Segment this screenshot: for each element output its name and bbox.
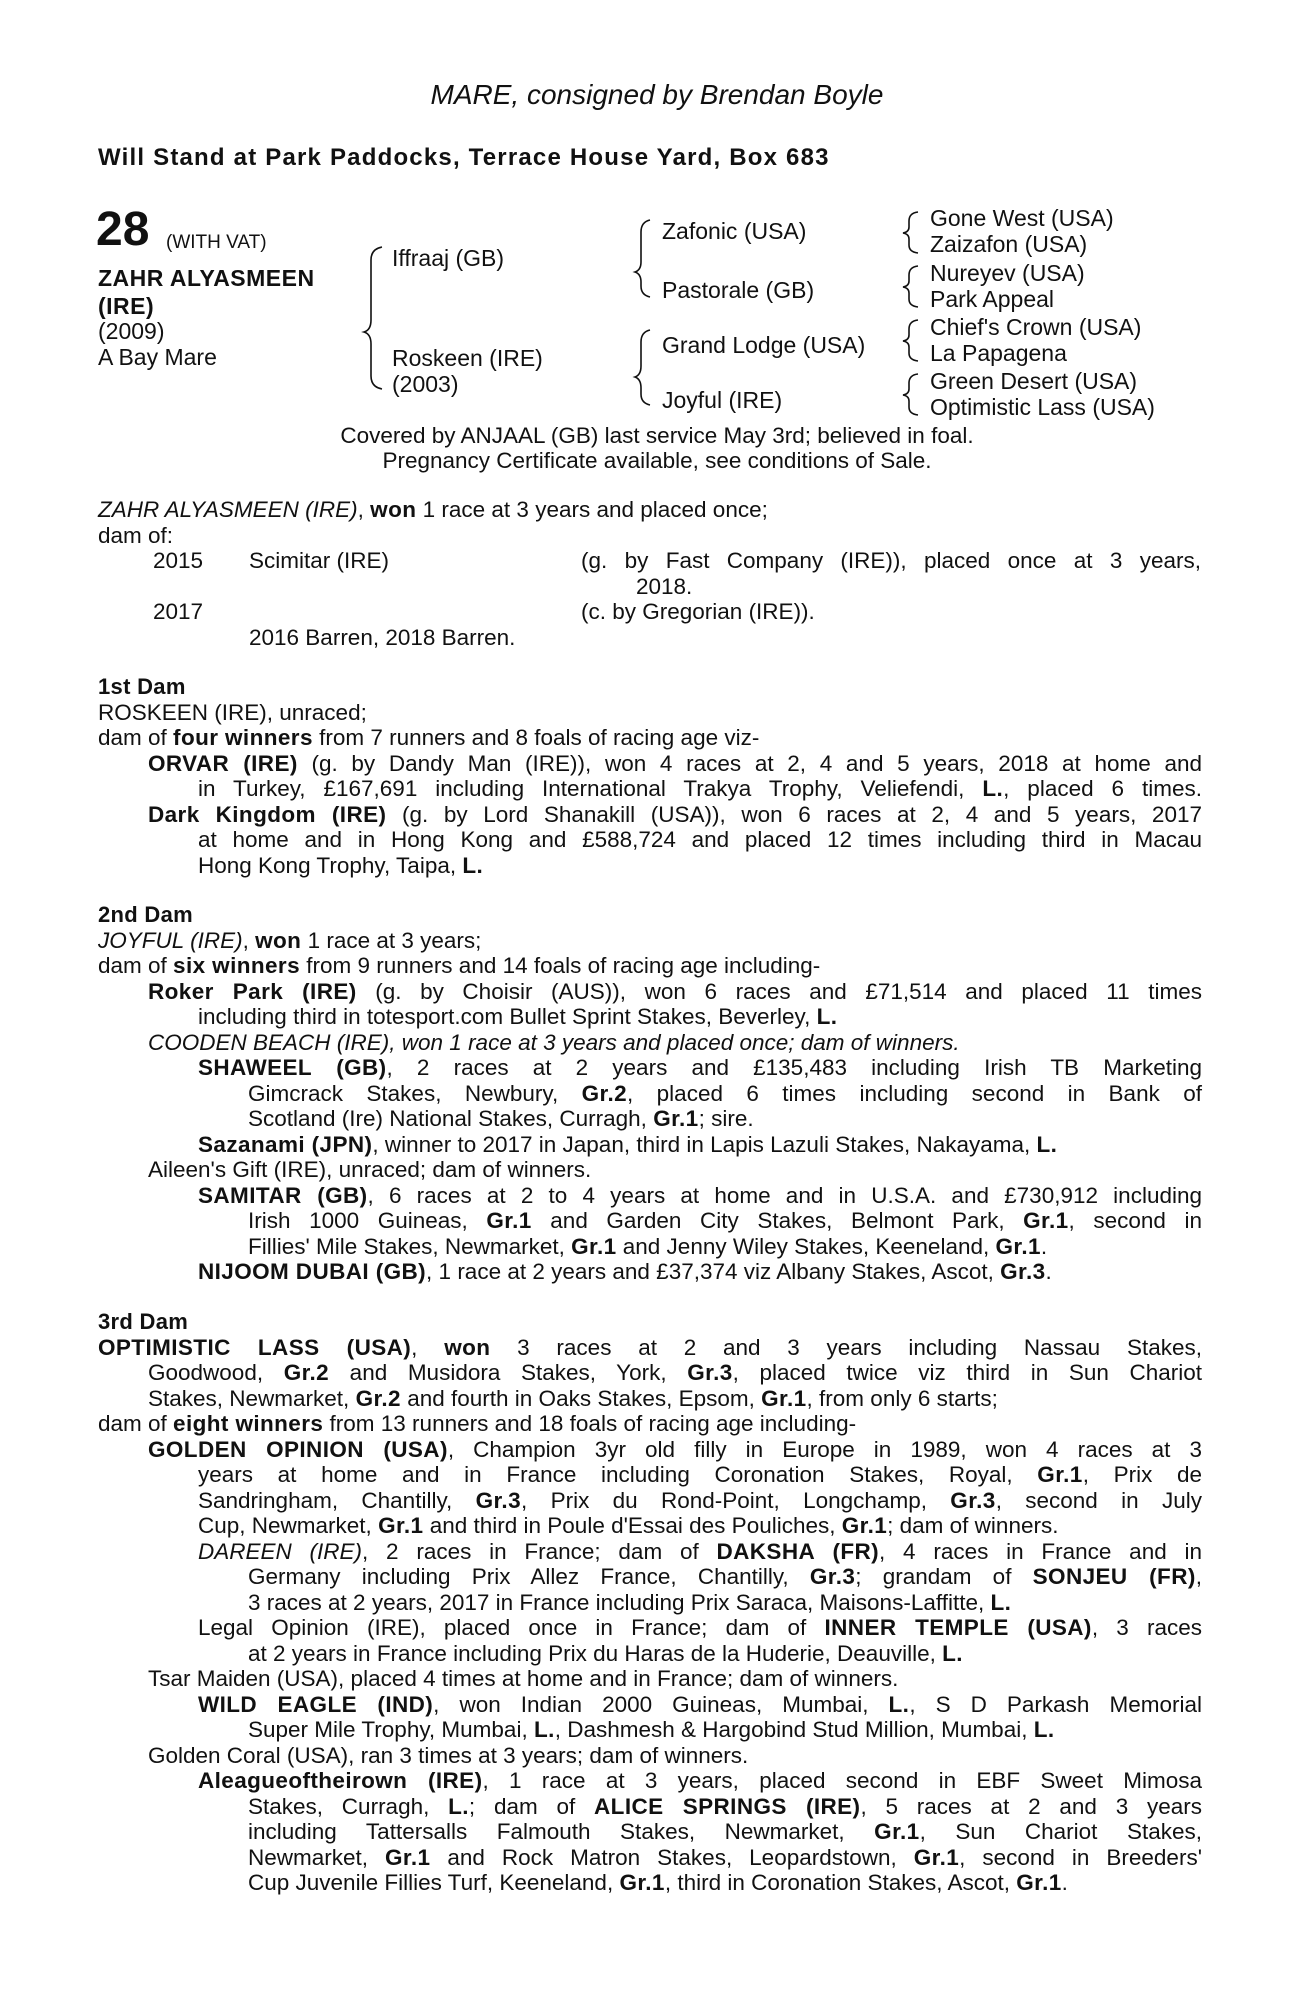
text: and Garden City Stakes, Belmont Park,	[531, 1208, 1024, 1233]
produce-record	[98, 497, 1202, 650]
text: .	[1040, 1233, 1048, 1259]
offspring-roker-park-cont	[98, 1004, 1202, 1030]
grade-mark: Gr.1	[841, 1513, 888, 1538]
listed-mark: L.	[888, 1691, 910, 1717]
text: ,	[411, 1334, 445, 1360]
text: and fourth in Oaks Stakes, Epsom,	[400, 1385, 762, 1411]
text: 3 races at 2 years, 2017 in France including Prix Saraca, Maisons-Laffitte,	[248, 1589, 991, 1615]
grade-mark: Gr.1	[653, 1106, 699, 1131]
text: 3 races at 2 and 3 years including Nassau Stakes,	[490, 1334, 1202, 1360]
listed-mark: L.	[533, 1717, 555, 1742]
first-dam-name: ROSKEEN (IRE), unraced;	[98, 699, 367, 725]
offspring-shaweel-cont	[98, 1081, 1202, 1107]
third-dam-record	[98, 1360, 1202, 1386]
listed-mark: L.	[1036, 1131, 1058, 1157]
grade-mark: Gr.1	[1037, 1462, 1083, 1487]
brace-dam-grandparents	[635, 330, 650, 405]
covered-note: Covered by ANJAAL (GB) last service May 3rd; believed in foal.	[340, 423, 974, 448]
text: Hong Kong Trophy, Taipa,	[198, 852, 463, 878]
grade-mark: Gr.1	[619, 1870, 665, 1895]
ancestor-4: Park Appeal	[930, 286, 1055, 312]
foaling-year: (2009)	[98, 318, 165, 344]
first-dam-section	[98, 674, 1202, 878]
dam-dam: Joyful (IRE)	[662, 387, 783, 413]
offspring-aleagueoftheirown	[98, 1768, 1202, 1794]
brace-sire-dam	[364, 247, 382, 389]
offspring-aleagueoftheirown-d	[98, 1845, 1202, 1871]
offspring-dareen	[98, 1539, 1202, 1565]
text: dam of	[98, 1411, 174, 1436]
offspring-sazanami	[98, 1132, 1202, 1158]
text: ; sire.	[698, 1106, 754, 1131]
text: Irish 1000 Guineas,	[248, 1208, 487, 1233]
won-label: won	[255, 927, 302, 953]
offspring-roker-park	[98, 979, 1202, 1005]
text: years at home and in France including Coronation Stakes, Royal,	[198, 1462, 1038, 1487]
listed-mark: L.	[1033, 1717, 1055, 1742]
dam-of-label: dam of:	[98, 522, 174, 548]
text: , 5 races at 2 and 3 years	[860, 1793, 1202, 1819]
grade-mark: Gr.1	[571, 1233, 617, 1259]
ancestor-1: Gone West (USA)	[930, 205, 1114, 231]
text: , from only 6 starts;	[806, 1385, 998, 1411]
grade-mark: Gr.1	[385, 1844, 431, 1870]
dam-sire: Grand Lodge (USA)	[662, 332, 866, 358]
grade-mark: Gr.3	[1000, 1259, 1046, 1284]
grade-mark: Gr.1	[874, 1819, 920, 1844]
offspring-aileens-gift: Aileen's Gift (IRE), unraced; dam of winners.	[148, 1157, 592, 1182]
third-dam-summary	[98, 1411, 1202, 1437]
offspring-legal-opinion-cont	[98, 1641, 1202, 1667]
offspring-name: NIJOOM DUBAI (GB)	[198, 1259, 427, 1284]
offspring-samitar	[98, 1183, 1202, 1209]
grandchild-name: SONJEU (FR)	[1032, 1564, 1196, 1589]
section-heading: 3rd Dam	[98, 1309, 189, 1334]
ancestor-2: Zaizafon (USA)	[930, 231, 1088, 257]
text: ,	[1195, 1564, 1202, 1589]
grandchild-name: Aleagueoftheirown (IRE)	[198, 1768, 483, 1793]
offspring-aleagueoftheirown-c	[98, 1819, 1202, 1845]
produce-year: 2017	[153, 599, 204, 624]
second-dam-section	[98, 902, 1202, 1285]
produce-detail: (g. by Fast Company (IRE)), placed once at 3 years,	[581, 548, 1201, 573]
grade-mark: Gr.2	[283, 1360, 330, 1385]
grade-mark: Gr.1	[913, 1844, 960, 1870]
text: ; dam of	[468, 1793, 595, 1819]
barren-years: 2016 Barren, 2018 Barren.	[249, 624, 516, 650]
offspring-name: Dark Kingdom (IRE)	[148, 801, 387, 827]
ancestor-5: Chief's Crown (USA)	[930, 314, 1142, 340]
brace-g3-g4	[903, 266, 918, 307]
section-heading: 1st Dam	[98, 674, 186, 699]
text: 1 race at 3 years;	[301, 927, 482, 953]
offspring-wild-eagle-cont	[98, 1717, 1202, 1743]
offspring-samitar-end	[98, 1234, 1202, 1260]
offspring-golden-opinion-c	[98, 1488, 1202, 1514]
offspring-orvar-cont	[98, 776, 1202, 802]
grade-mark: Gr.1	[1016, 1870, 1062, 1895]
text: , Prix du Rond-Point, Longchamp,	[521, 1487, 951, 1513]
grade-mark: Gr.3	[475, 1487, 521, 1513]
text: Scotland (Ire) National Stakes, Curragh,	[248, 1106, 654, 1131]
offspring-name: Roker Park (IRE)	[148, 978, 357, 1004]
sire-sire: Zafonic (USA)	[662, 218, 807, 244]
brace-sire-grandparents	[635, 220, 650, 297]
text: from 13 runners and 18 foals of racing age including-	[323, 1411, 857, 1436]
produce-intro: ZAHR ALYASMEEN (IRE), won 1 race at 3 years and placed once;	[98, 497, 768, 522]
text: , Champion 3yr old filly in Europe in 1989, won 4 races at 3	[447, 1436, 1202, 1462]
third-dam-name-line	[98, 1335, 1202, 1361]
text: , second in	[1068, 1208, 1202, 1233]
text: Stakes, Curragh,	[248, 1793, 449, 1819]
text: Gimcrack Stakes, Newbury,	[248, 1080, 582, 1106]
text: (g. by Lord Shanakill (USA)), won 6 races at 2, 4 and 5 years, 2017	[386, 801, 1202, 827]
ancestor-3: Nureyev (USA)	[930, 260, 1085, 286]
offspring-legal-opinion	[98, 1615, 1202, 1641]
listed-mark: L.	[448, 1793, 469, 1819]
offspring-golden-opinion-b	[98, 1462, 1202, 1488]
offspring-wild-eagle	[98, 1692, 1202, 1718]
produce-detail-cont: 2018.	[636, 573, 693, 599]
listed-mark: L.	[462, 852, 484, 878]
offspring-cooden-beach: COODEN BEACH (IRE), won 1 race at 3 years and placed once; dam of winners.	[148, 1029, 960, 1055]
sire: Iffraaj (GB)	[392, 245, 505, 271]
text: , 2 races at 2 years and £135,483 including Irish TB Marketing	[386, 1055, 1202, 1080]
great-grandchild-name: ALICE SPRINGS (IRE)	[594, 1793, 861, 1819]
brace-g5-g6	[903, 320, 918, 361]
ancestor-6: La Papagena	[930, 340, 1067, 366]
produce-barren	[98, 625, 1202, 651]
offspring-dark-kingdom	[98, 802, 1202, 828]
section-heading: 2nd Dam	[98, 902, 194, 927]
offspring-name: SHAWEEL (GB)	[198, 1055, 387, 1080]
grandchild-name: WILD EAGLE (IND)	[198, 1691, 434, 1717]
offspring-dareen-cont	[98, 1564, 1202, 1590]
pregnancy-note: Pregnancy Certificate available, see conditions of Sale.	[382, 448, 932, 473]
brace-g7-g8	[903, 374, 918, 415]
produce-row-2017	[98, 599, 1202, 625]
horse-name-line2: (IRE)	[98, 293, 155, 319]
text: ; dam of winners.	[887, 1513, 1059, 1538]
text: , placed twice viz third in Sun Chariot	[732, 1360, 1203, 1385]
text: , placed 6 times including second in Bank of	[627, 1080, 1203, 1106]
text: , 3 races	[1091, 1615, 1203, 1640]
text: at 2 years in France including Prix du Haras de la Huderie, Deauville,	[248, 1640, 943, 1666]
listed-mark: L.	[942, 1640, 963, 1666]
grade-mark: Gr.1	[995, 1233, 1041, 1259]
text: and third in Poule d'Essai des Pouliches,	[423, 1513, 842, 1538]
third-dam-name: OPTIMISTIC LASS (USA)	[98, 1334, 412, 1360]
horse-name-line1: ZAHR ALYASMEEN	[98, 265, 315, 291]
grade-mark: Gr.1	[761, 1385, 807, 1411]
text: Super Mile Trophy, Mumbai,	[248, 1717, 534, 1742]
offspring-orvar	[98, 751, 1202, 777]
text: from 7 runners and 8 foals of racing age viz-	[312, 725, 760, 750]
offspring-golden-opinion	[98, 1437, 1202, 1463]
text: including Tattersalls Falmouth Stakes, Newmarket,	[248, 1819, 875, 1844]
won-label: won	[444, 1334, 491, 1360]
winners-count: six winners	[173, 953, 300, 978]
offspring-name: ORVAR (IRE)	[148, 750, 298, 776]
offspring-nijoom-dubai	[98, 1259, 1202, 1285]
produce-year: 2015	[153, 548, 204, 573]
text: Goodwood,	[148, 1360, 284, 1385]
third-dam-record-cont	[98, 1386, 1202, 1412]
mare-name: ZAHR ALYASMEEN (IRE)	[98, 497, 358, 522]
offspring-samitar-cont	[98, 1208, 1202, 1234]
sire-dam: Pastorale (GB)	[662, 277, 815, 303]
text: , second in July	[995, 1487, 1202, 1513]
text: , second in Breeders'	[959, 1844, 1202, 1870]
text: Newmarket,	[248, 1844, 386, 1870]
text: , third in Coronation Stakes, Ascot,	[664, 1870, 1017, 1895]
text: ,	[242, 927, 256, 953]
text: Fillies' Mile Stakes, Newmarket,	[248, 1233, 572, 1259]
offspring-name: GOLDEN OPINION (USA)	[148, 1436, 448, 1462]
text: , Prix de	[1082, 1462, 1203, 1487]
text: , 1 race at 3 years, placed second in EBF Sweet Mimosa	[482, 1768, 1202, 1793]
grandchild-name: INNER TEMPLE (USA)	[824, 1615, 1092, 1640]
text: Cup, Newmarket,	[198, 1513, 379, 1538]
grade-mark: Gr.2	[355, 1385, 401, 1411]
second-dam-name: JOYFUL (IRE)	[98, 927, 243, 953]
text: , 6 races at 2 to 4 years at home and in U.S.A. and £730,912 including	[367, 1182, 1202, 1208]
text: Legal Opinion (IRE), placed once in France; dam of	[198, 1615, 825, 1640]
text: ; grandam of	[855, 1564, 1033, 1589]
offspring-shaweel	[98, 1055, 1202, 1081]
text: , 1 race at 2 years and £37,374 viz Albany Stakes, Ascot,	[426, 1259, 1001, 1284]
text: in Turkey, £167,691 including International Trakya Trophy, Veliefendi,	[198, 776, 983, 801]
text: dam of	[98, 953, 174, 978]
produce-name: Scimitar (IRE)	[249, 548, 389, 573]
text: dam of	[98, 725, 174, 750]
brace-g1-g2	[903, 212, 918, 253]
grade-mark: Gr.3	[687, 1360, 733, 1385]
text: Germany including Prix Allez France, Chantilly,	[248, 1564, 810, 1589]
text: and Musidora Stakes, York,	[329, 1360, 688, 1385]
text: , placed 6 times.	[1003, 776, 1203, 801]
offspring-golden-coral: Golden Coral (USA), ran 3 times at 3 years; dam of winners.	[148, 1742, 749, 1768]
ancestor-8: Optimistic Lass (USA)	[930, 394, 1155, 420]
grade-mark: Gr.1	[378, 1513, 424, 1538]
text: .	[1061, 1870, 1068, 1895]
text: .	[1045, 1259, 1052, 1284]
offspring-name: SAMITAR (GB)	[198, 1182, 368, 1208]
grandchild-name: DAKSHA (FR)	[716, 1538, 880, 1564]
catalogue-heading: MARE, consigned by Brendan Boyle	[430, 79, 884, 110]
offspring-dark-kingdom-cont: at home and in Hong Kong and £588,724 and placed 12 times including third in Macau	[198, 827, 1202, 852]
third-dam-section	[98, 1309, 1202, 1896]
first-dam-summary	[98, 725, 1202, 751]
second-dam-name-line	[98, 928, 1202, 954]
horse-description: A Bay Mare	[98, 344, 217, 370]
offspring-dareen-end	[98, 1590, 1202, 1616]
text: , winner to 2017 in Japan, third in Lapis Lazuli Stakes, Nakayama,	[372, 1131, 1037, 1157]
text: , Sun Chariot Stakes,	[919, 1819, 1202, 1844]
offspring-aleagueoftheirown-b	[98, 1794, 1202, 1820]
won-label: won	[370, 497, 417, 522]
text: , won Indian 2000 Guineas, Mumbai,	[433, 1691, 889, 1717]
produce-intro-text: 1 race at 3 years and placed once;	[416, 497, 768, 522]
stabling-location: Will Stand at Park Paddocks, Terrace House Yard, Box 683	[98, 144, 830, 171]
ancestor-7: Green Desert (USA)	[930, 368, 1138, 394]
text: (g. by Dandy Man (IRE)), won 4 races at 2, 4 and 5 years, 2018 at home and	[297, 750, 1203, 776]
grade-mark: Gr.1	[486, 1208, 532, 1233]
produce-row-2015	[98, 548, 1202, 574]
produce-row-2015-cont	[98, 574, 1202, 600]
offspring-dark-kingdom-end	[98, 853, 1202, 879]
text: , S D Parkash Memorial	[909, 1691, 1202, 1717]
text: from 9 runners and 14 foals of racing age including-	[300, 953, 821, 978]
dam: Roskeen (IRE)	[392, 345, 543, 371]
text: and Rock Matron Stakes, Leopardstown,	[430, 1844, 914, 1870]
text: Cup Juvenile Fillies Turf, Keeneland,	[248, 1870, 620, 1895]
grade-mark: Gr.3	[950, 1487, 996, 1513]
text: and Jenny Wiley Stakes, Keeneland,	[616, 1233, 996, 1259]
grade-mark: Gr.3	[809, 1564, 856, 1589]
text: , Dashmesh & Hargobind Stud Million, Mumbai,	[554, 1717, 1034, 1742]
offspring-name: DAREEN (IRE)	[198, 1538, 363, 1564]
grade-mark: Gr.2	[581, 1080, 628, 1106]
text: including third in totesport.com Bullet Sprint Stakes, Beverley,	[198, 1004, 817, 1029]
text: , 2 races in France; dam of	[362, 1538, 717, 1564]
text: (g. by Choisir (AUS)), won 6 races and £71,514 and placed 11 times	[356, 978, 1202, 1004]
winners-count: four winners	[173, 725, 313, 750]
grade-mark: Gr.1	[1023, 1208, 1069, 1233]
text: Sandringham, Chantilly,	[198, 1487, 476, 1513]
vat-note: (WITH VAT)	[166, 232, 267, 253]
offspring-aleagueoftheirown-e	[98, 1870, 1202, 1896]
produce-detail: (c. by Gregorian (IRE)).	[581, 599, 815, 624]
offspring-shaweel-end	[98, 1106, 1202, 1132]
second-dam-summary	[98, 953, 1202, 979]
listed-mark: L.	[982, 776, 1004, 801]
winners-count: eight winners	[173, 1411, 324, 1436]
offspring-tsar-maiden: Tsar Maiden (USA), placed 4 times at home and in France; dam of winners.	[148, 1666, 899, 1691]
lot-number: 28	[96, 203, 150, 256]
text: Stakes, Newmarket,	[148, 1385, 356, 1411]
text: , 4 races in France and in	[879, 1538, 1202, 1564]
listed-mark: L.	[990, 1589, 1012, 1615]
offspring-name: Sazanami (JPN)	[198, 1131, 373, 1157]
offspring-golden-opinion-d	[98, 1513, 1202, 1539]
dam-year: (2003)	[392, 371, 459, 397]
listed-mark: L.	[816, 1004, 838, 1029]
